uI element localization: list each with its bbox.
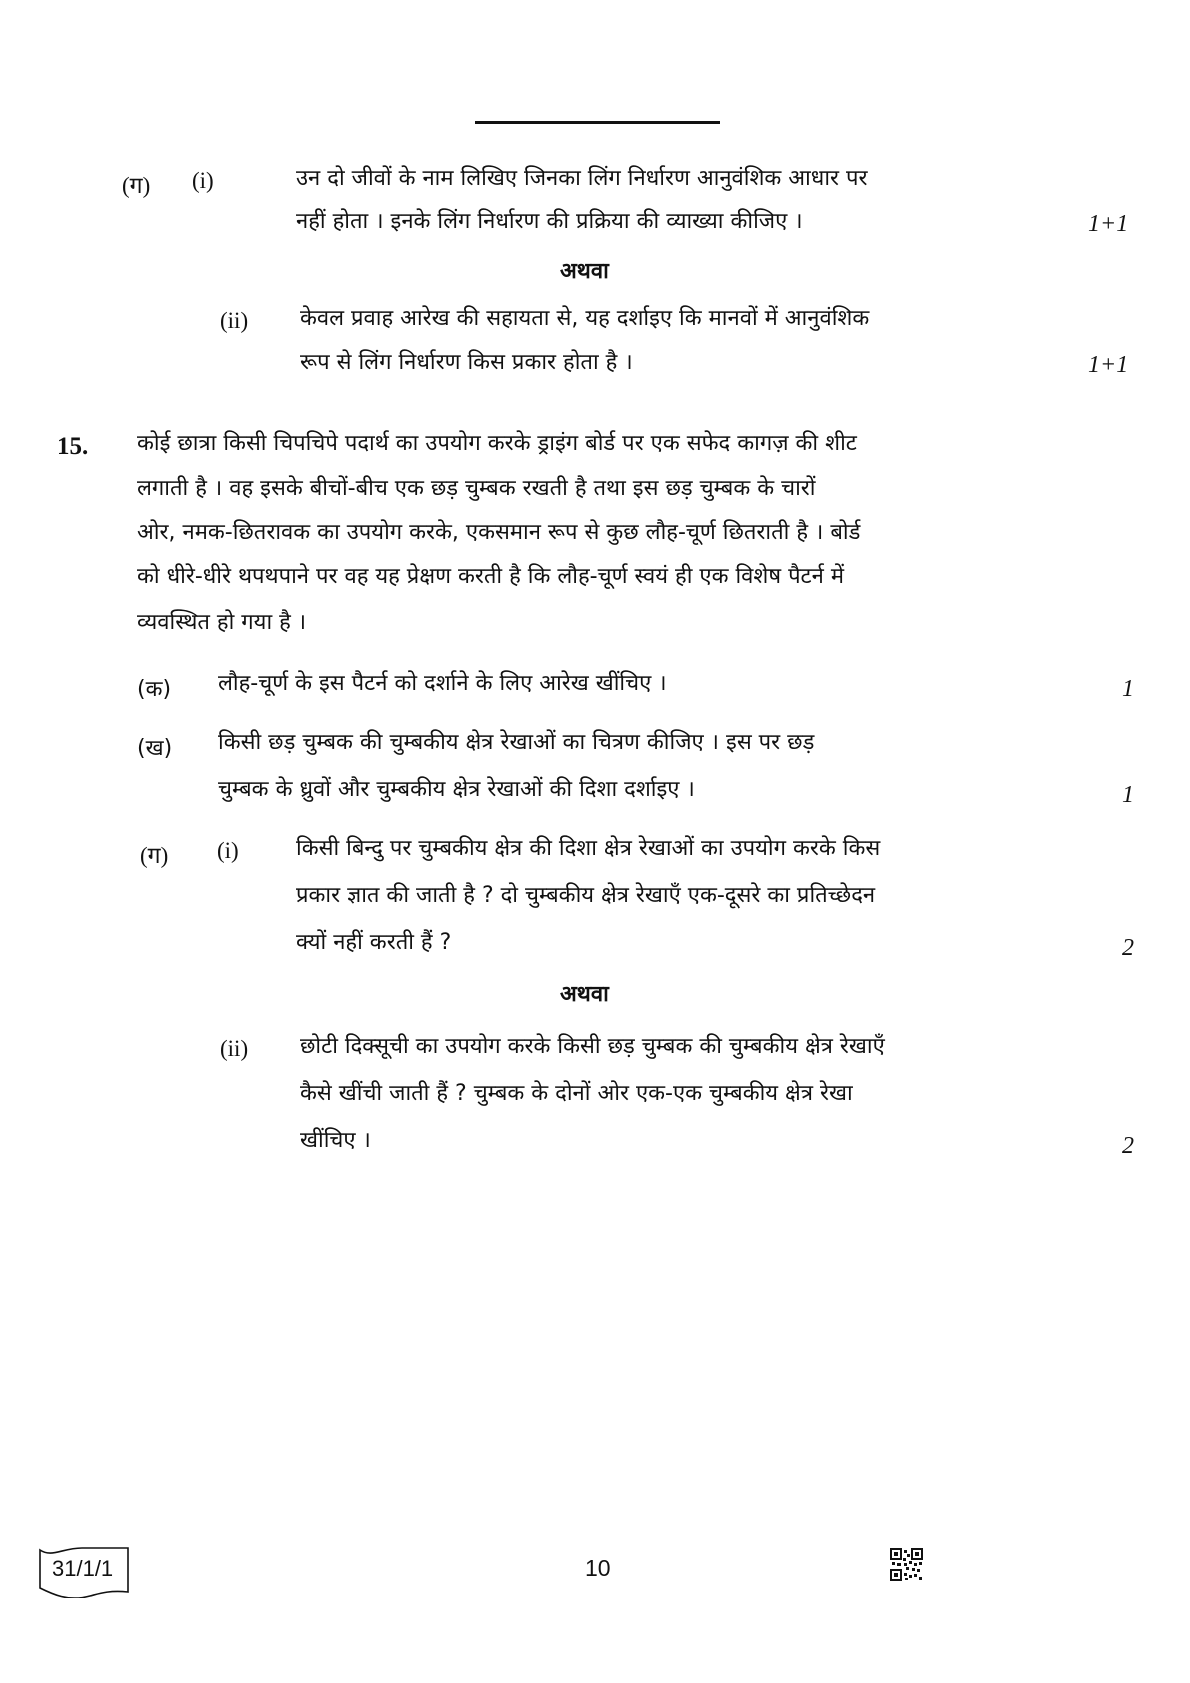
option-label: (ii): [220, 1036, 249, 1061]
stem-line: ओर, नमक-छितरावक का उपयोग करके, एकसमान रूप से कुछ लौह-चूर्ण छितराती है । बोर्ड: [137, 520, 861, 545]
marks: 1+1: [1088, 352, 1129, 378]
or-separator: अथवा: [560, 259, 609, 284]
paper-code-badge: [38, 1546, 128, 1590]
question-number: 15.: [57, 433, 89, 460]
text-line: चुम्बक के ध्रुवों और चुम्बकीय क्षेत्र रेखाओं की दिशा दर्शाइए ।: [218, 777, 695, 802]
text-line: किसी बिन्दु पर चुम्बकीय क्षेत्र की दिशा क्षेत्र रेखाओं का उपयोग करके किस: [296, 836, 881, 861]
text-line: प्रकार ज्ञात की जाती है ? दो चुम्बकीय क्षेत्र रेखाएँ एक-दूसरे का प्रतिच्छेदन: [296, 883, 876, 908]
paper-code: 31/1/1: [52, 1556, 114, 1581]
option-label: (ii): [220, 308, 249, 333]
text-line: रूप से लिंग निर्धारण किस प्रकार होता है ।: [300, 350, 633, 375]
marks: 2: [1122, 1133, 1134, 1159]
part-label: (ग): [122, 173, 151, 198]
stem-line: व्यवस्थित हो गया है ।: [137, 610, 307, 635]
option-label: (i): [217, 838, 239, 863]
text-line: छोटी दिक्सूची का उपयोग करके किसी छड़ चुम्बक की चुम्बकीय क्षेत्र रेखाएँ: [300, 1034, 885, 1059]
text-line: केवल प्रवाह आरेख की सहायता से, यह दर्शाइए कि मानवों में आनुवंशिक: [300, 306, 870, 331]
text-line: नहीं होता । इनके लिंग निर्धारण की प्रक्रिया की व्याख्या कीजिए ।: [296, 209, 803, 234]
marks: 1: [1122, 676, 1134, 702]
top-separator-rule: [475, 121, 720, 124]
text-line: उन दो जीवों के नाम लिखिए जिनका लिंग निर्धारण आनुवंशिक आधार पर: [296, 166, 868, 191]
stem-line: कोई छात्रा किसी चिपचिपे पदार्थ का उपयोग करके ड्राइंग बोर्ड पर एक सफेद कागज़ की शीट: [137, 431, 857, 456]
text-line: किसी छड़ चुम्बक की चुम्बकीय क्षेत्र रेखाओं का चित्रण कीजिए । इस पर छड़: [218, 730, 815, 755]
or-separator: अथवा: [560, 982, 609, 1007]
text-line: कैसे खींची जाती हैं ? चुम्बक के दोनों ओर एक-एक चुम्बकीय क्षेत्र रेखा: [300, 1081, 853, 1106]
stem-line: लगाती है । वह इसके बीचों-बीच एक छड़ चुम्बक रखती है तथा इस छड़ चुम्बक के चारों: [137, 476, 816, 501]
part-label: (ख): [137, 736, 173, 761]
text-line: लौह-चूर्ण के इस पैटर्न को दर्शाने के लिए आरेख खींचिए ।: [218, 671, 667, 696]
text-line: खींचिए ।: [300, 1128, 371, 1153]
marks: 1: [1122, 782, 1134, 808]
part-label: (क): [137, 677, 172, 702]
marks: 1+1: [1088, 211, 1129, 237]
marks: 2: [1122, 935, 1134, 961]
text-line: क्यों नहीं करती हैं ?: [296, 930, 452, 955]
part-label: (ग): [140, 843, 169, 868]
option-label: (i): [192, 168, 214, 193]
qr-code-icon: [890, 1548, 923, 1581]
page-number: 10: [585, 1555, 611, 1581]
stem-line: को धीरे-धीरे थपथपाने पर वह यह प्रेक्षण करती है कि लौह-चूर्ण स्वयं ही एक विशेष पैटर्न में: [137, 564, 845, 589]
